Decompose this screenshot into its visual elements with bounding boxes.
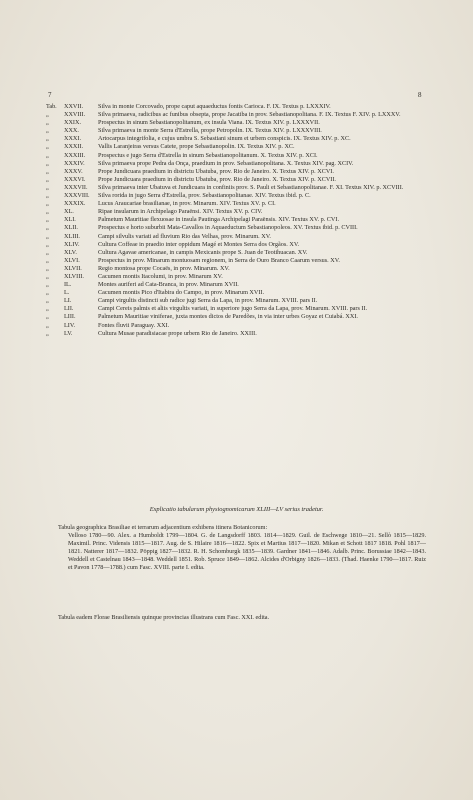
plate-number: XXXI. [64, 135, 82, 143]
plate-description: Silva primaeva inter Ubatuva et Jundicuara in confiniis prov. S. Pauli et Sebastianopolitanae. F. XI. Textus XIV. p. XCVIII. [98, 183, 404, 191]
plate-number: XLII. [64, 224, 78, 232]
plate-description: Cacumen montis Itacolumi, in prov. Minarum XV. [98, 272, 223, 280]
plate-prefix: „ [46, 256, 49, 264]
plate-entry [46, 281, 438, 289]
plate-prefix: „ [46, 313, 49, 321]
plate-number: XXXVIII. [64, 192, 90, 200]
plate-description: Silva primaeva, radicibus ac funibus obsepta, prope Jacatiba in prov. Sebastianopolitana. F. IX. Textus F. XIV. p. LXXXV. [98, 111, 401, 119]
plate-number: XXVIII. [64, 111, 86, 119]
plate-number: LV. [64, 329, 73, 337]
plate-description: Silva in monte Corcovado, prope caput aquaeductus fontis Carioca. F. IX. Textus p. LXXXIV. [98, 103, 331, 110]
plate-description: Montes auriferi ad Cata-Branca, in prov. Minarum XVII. [98, 281, 239, 289]
plate-prefix: „ [46, 281, 49, 289]
plate-prefix: „ [46, 127, 49, 135]
plate-prefix: „ [46, 135, 49, 143]
plate-entry [46, 322, 438, 330]
plate-entry [46, 249, 438, 257]
plate-prefix: „ [46, 192, 49, 200]
plate-number: XL. [64, 208, 74, 216]
plate-number: XLIV. [64, 240, 80, 248]
plate-entry [46, 257, 438, 265]
plate-prefix: „ [46, 289, 49, 297]
plate-prefix: „ [46, 111, 49, 119]
plate-entry [46, 208, 438, 216]
plate-prefix: „ [46, 264, 49, 272]
plate-number: XLVIII. [64, 272, 84, 280]
plate-number: XLVII. [64, 264, 82, 272]
plate-entry [46, 297, 438, 305]
plate-prefix: Tab. [46, 103, 57, 110]
plate-prefix: „ [46, 321, 49, 329]
plate-number: XXXIX. [64, 200, 86, 208]
plate-number: IL. [64, 281, 72, 289]
plate-description: Artocarpus integrifolia, e cujus umbra S. Sebastiani sinum et urbem conspicis. IX. Textus XIV. p. XC. [98, 135, 351, 143]
plate-description: Silva primaeva in monte Serra d'Estrella, prope Petropolin. IX. Textus XIV. p. LXXXVIII. [98, 127, 322, 135]
plates-list [46, 103, 438, 338]
plate-entry [46, 152, 438, 160]
plate-description: Prospectus e horto suburbii Mata-Cavallos in Aquaeductum Sebastianopoleos. XV. Textus ibid. p. CVIII. [98, 224, 358, 232]
plate-number: XLVI. [64, 256, 80, 264]
plate-prefix: „ [46, 143, 49, 151]
plate-prefix: „ [46, 216, 49, 224]
plate-prefix: „ [46, 175, 49, 183]
plate-description: Campi virgultis distincti sub radice jugi Serra da Lapa, in prov. Minarum. XVIII. pars II. [98, 297, 318, 305]
plate-entry [46, 103, 438, 111]
plate-description: Prospectus in prov. Minarum montuosam regionem, in Serra de Ouro Branco Caarum versus. XV. [98, 256, 340, 264]
plate-prefix: „ [46, 240, 49, 248]
plate-prefix: „ [46, 167, 49, 175]
plate-prefix: „ [46, 224, 49, 232]
plate-description: Cultura Agavae americanae, in campis Mexicanis prope S. Juan de Teotihuacan. XV. [98, 248, 308, 256]
plate-entry [46, 176, 438, 184]
page-number-right: 8 [418, 91, 422, 99]
plate-description: Campi silvulis variati ad fluvium Rio das Velhas, prov. Minarum. XV. [98, 232, 271, 240]
explicatio-note: Explicatio tabularum physiognomicarum XLIII—LV serius tradetur. [149, 506, 324, 513]
plate-description: Prospectus in sinum Sebastianopolitanum, ex insula Viana. IX. Textus XIV. p. LXXXVII. [98, 119, 320, 127]
plate-description: Regio montosa prope Cocaës, in prov. Minarum. XV. [98, 264, 230, 272]
plate-description: Prope Jundicuara praedium in districtu Ubatuba, prov. Rio de Janeiro. X. Textus XIV. p. XCVII. [98, 175, 336, 183]
plate-prefix: „ [46, 200, 49, 208]
plate-entry [46, 330, 438, 338]
geographica-heading: Tabula geographica Brasiliae et terrarum adjacentium exhibens itinera Botanicorum: [58, 524, 268, 531]
geographica-section [58, 524, 426, 573]
plate-entry [46, 143, 438, 151]
plate-entry [46, 111, 438, 119]
page-number-left: 7 [48, 91, 52, 99]
plate-prefix: „ [46, 329, 49, 337]
plate-description: Prope Jundicuara praedium in districtu Ubatuba, prov. Rio de Janeiro. X. Textus XIV. p. XCVI. [98, 167, 334, 175]
plate-number: XXXVI. [64, 175, 86, 183]
plate-number: XXIX. [64, 119, 82, 127]
plate-description: Palmetum Mauritiae viniferae, juxta montes dictos de Paredões, in via inter urbes Goyaz et Cuiabá. XXI. [98, 313, 358, 321]
plate-entry [46, 135, 438, 143]
plate-number: L. [64, 289, 70, 297]
plate-number: XXXVII. [64, 183, 88, 191]
plate-number: XXXIII. [64, 151, 86, 159]
plate-entry [46, 233, 438, 241]
plate-entry [46, 224, 438, 232]
plate-description: Cacumen montis Pico d'Itabira do Campo, in prov. Minarum XVII. [98, 289, 265, 297]
plate-entry [46, 273, 438, 281]
plate-number: XLI. [64, 216, 76, 224]
geographica-body: Velloso 1780—90. Alex. a Humboldt 1799—1804. G. de Langsdorff 1803. 1814—1829. Guil. de Eschwege 1810—21. Sellò 1815—1829. Maximil. Princ. Vidensis 1815—1817. Aug. de S. Hilaire 1816—1822. Spix et Martius 1817—1820. Mikan et Schott 1817 1818. Pohl 1817—1821. Natterer 1817—1832. Pöppig 1827—1832. R. H. Schomburgk 1835—1839. Gardner 1841—1846. Adalb. Princ. Borussiae 1842—1843. Weddell et Castelnau 1843—1848. Weddell 1851. Rob. Spruce 1849—1862. Alcides d'Orbigny 1826—1833. (Thad. Haenke 1790—1817. Ruiz et Pavon 1778—1788.) cum Fasc. XVIII. parte I. edita. [68, 532, 426, 572]
plate-description: Prospectus e jugo Serra d'Estrella in sinum Sebastianopolitanum. X. Textus XIV. p. XCI. [98, 151, 318, 159]
plate-entry [46, 160, 438, 168]
plate-number: XXXV. [64, 167, 83, 175]
plate-entry [46, 313, 438, 321]
plate-description: Silva rorida in jugo Serra d'Estrella, prov. Sebastianopolitanae. XIV. Textus ibid. p. C. [98, 192, 311, 200]
plate-entry [46, 200, 438, 208]
plate-number: LIV. [64, 321, 76, 329]
plate-entry [46, 305, 438, 313]
plate-number: XLV. [64, 248, 77, 256]
final-note: Tabula eadem Florae Brasiliensis quinque provincias illustrans cum Fasc. XXI. edita. [58, 614, 270, 621]
plate-entry [46, 168, 438, 176]
plate-description: Ripae insularum in Archipelago Paraënsi. XIV. Textus XV. p. CIV. [98, 208, 263, 216]
plate-prefix: „ [46, 119, 49, 127]
plate-prefix: „ [46, 272, 49, 280]
plate-prefix: „ [46, 232, 49, 240]
plate-description: Palmetum Mauritiae flexuosae in insula Pautinga Archipelagi Paraënsis. XIV. Textus XV. p. CVI. [98, 216, 340, 224]
plate-entry [46, 119, 438, 127]
plate-prefix: „ [46, 208, 49, 216]
plate-number: LIII. [64, 313, 76, 321]
plate-prefix: „ [46, 305, 49, 313]
plate-description: Silva primaeva prope Pedra da Onça, praedium in prov. Sebastianopolitana. X. Textus XIV. pag. XCIV. [98, 159, 354, 167]
plate-number: XXXIV. [64, 159, 85, 167]
plate-number: LI. [64, 297, 72, 305]
plate-prefix: „ [46, 248, 49, 256]
plate-number: LII. [64, 305, 74, 313]
plate-entry [46, 127, 438, 135]
plate-description: Vallis Laranjeiras versus Catete, prope Sebastianopolin. IX. Textus XIV. p. XC. [98, 143, 295, 151]
plate-entry [46, 265, 438, 273]
plate-entry [46, 216, 438, 224]
plate-prefix: „ [46, 297, 49, 305]
plate-entry [46, 192, 438, 200]
plate-description: Campi Cereis palmis et aliis virgultis variati, in superiore jugo Serra da Lapa, prov. Minarum. XVIII. pars II. [98, 305, 368, 313]
plate-prefix: „ [46, 159, 49, 167]
plate-number: XXX. [64, 127, 79, 135]
plate-description: Cultura Coffeae in praedio inter oppidum Magé et Montes Serra dos Orgãos. XV. [98, 240, 300, 248]
plate-number: XLIII. [64, 232, 80, 240]
plate-prefix: „ [46, 183, 49, 191]
plate-description: Cultura Musae paradisiacae prope urbem Rio de Janeiro. XXIII. [98, 329, 257, 337]
plate-entry [46, 241, 438, 249]
plate-description: Lucus Araucariae brasilianae, in prov. Minarum. XIV. Textus XV. p. CI. [98, 200, 276, 208]
plate-number: XXVII. [64, 103, 84, 110]
plate-entry [46, 289, 438, 297]
plate-entry [46, 184, 438, 192]
plate-prefix: „ [46, 151, 49, 159]
plate-description: Fontes fluvii Paraguay. XXI. [98, 321, 170, 329]
plate-number: XXXII. [64, 143, 84, 151]
